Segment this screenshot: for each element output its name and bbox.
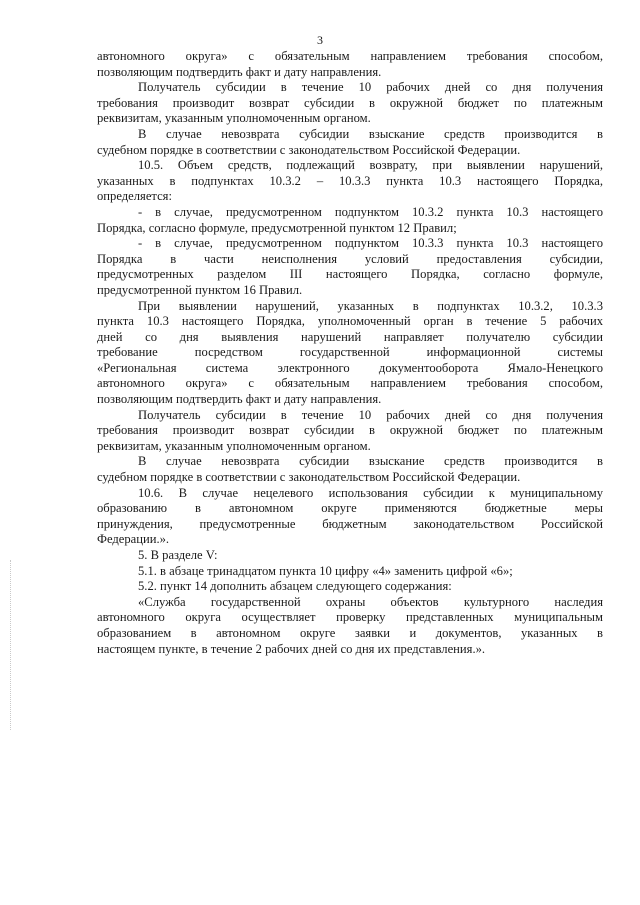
text-line: Получатель субсидии в течение 10 рабочих дней со дня получения [138,80,603,95]
text-line: При выявлении нарушений, указанных в подпунктах 10.3.2, 10.3.3 [138,298,603,313]
paragraph [97,80,603,127]
paragraph [97,408,603,455]
text-line: Получатель субсидии в течение 10 рабочих дней со дня получения [138,407,603,422]
text-line: требования производит возврат субсидии в окружной бюджет по платежным [97,95,603,110]
text-line: реквизитам, указанным уполномоченным органом. [97,438,371,453]
paragraph [97,158,603,205]
text-line: 10.6. В случае нецелевого использования субсидии к муниципальному [138,485,603,500]
text-line: автономного округа осуществляет проверку представленных муниципальным [97,610,603,625]
text-line: Порядка, согласно формуле, предусмотренной пунктом 12 Правил; [97,220,457,235]
paragraph [97,595,603,657]
paragraph [97,454,603,485]
text-line: - в случае, предусмотренном подпунктом 10.3.2 пункта 10.3 настоящего [138,204,603,219]
text-line: требования производит возврат субсидии в окружной бюджет по платежным [97,423,603,438]
text-line: дней со дня выявления нарушений направляет получателю субсидии [97,329,603,344]
text-line: предусмотренных разделом III настоящего Порядка, согласно формуле, [97,267,603,282]
text-line: образованию в автономном округе применяются бюджетные меры [97,501,603,516]
text-line: автономного округа» с обязательным направлением требования способом, [97,376,603,391]
document-body [97,49,603,657]
text-line: принуждения, предусмотренные бюджетным законодательством Российской [97,516,603,531]
text-line: - в случае, предусмотренном подпунктом 10.3.3 пункта 10.3 настоящего [138,236,603,251]
text-line: реквизитам, указанным уполномоченным органом. [97,111,371,126]
paragraph [97,548,603,564]
text-line: позволяющим подтвердить факт и дату направления. [97,392,382,407]
paragraph [97,205,603,236]
text-line: Федерации.». [97,532,170,547]
text-line: 5.2. пункт 14 дополнить абзацем следующего содержания: [138,579,452,594]
text-line: 10.5. Объем средств, подлежащий возврату, при выявлении нарушений, [138,158,603,173]
text-line: «Служба государственной охраны объектов культурного наследия [138,594,603,609]
paragraph [97,236,603,298]
text-line: В случае невозврата субсидии взыскание средств производится в [138,454,603,469]
text-line: Порядка в части неисполнения условий предоставления субсидии, [97,251,603,266]
text-line: предусмотренной пунктом 16 Правил. [97,282,303,297]
paragraph [97,579,603,595]
text-line: требование посредством государственной информационной системы [97,345,603,360]
paragraph [97,299,603,408]
page-number: 3 [317,33,323,47]
text-line: 5.1. в абзаце тринадцатом пункта 10 цифру «4» заменить цифрой «6»; [138,563,513,578]
paragraph [97,49,603,80]
text-line: судебном порядке в соответствии с законодательством Российской Федерации. [97,142,521,157]
paragraph [97,486,603,548]
text-line: указанных в подпунктах 10.3.2 – 10.3.3 пункта 10.3 настоящего Порядка, [97,173,603,188]
text-line: судебном порядке в соответствии с законодательством Российской Федерации. [97,470,521,485]
paragraph [97,127,603,158]
text-line: В случае невозврата субсидии взыскание средств производится в [138,126,603,141]
text-line: образованием в автономном округе заявки и документов, указанных в [97,625,603,640]
scan-margin-artifact [10,560,13,730]
text-line: автономного округа» с обязательным направлением требования способом, [97,49,603,63]
text-line: позволяющим подтвердить факт и дату направления. [97,64,382,79]
text-line: настоящем пункте, в течение 2 рабочих дней со дня их представления.». [97,641,486,656]
text-line: 5. В разделе V: [138,548,218,562]
text-line: «Региональная система электронного документооборота Ямало-Ненецкого [97,360,603,375]
text-line: пункта 10.3 настоящего Порядка, уполномоченный орган в течение 5 рабочих [97,314,603,329]
paragraph [97,564,603,580]
text-line: определяется: [97,189,172,204]
